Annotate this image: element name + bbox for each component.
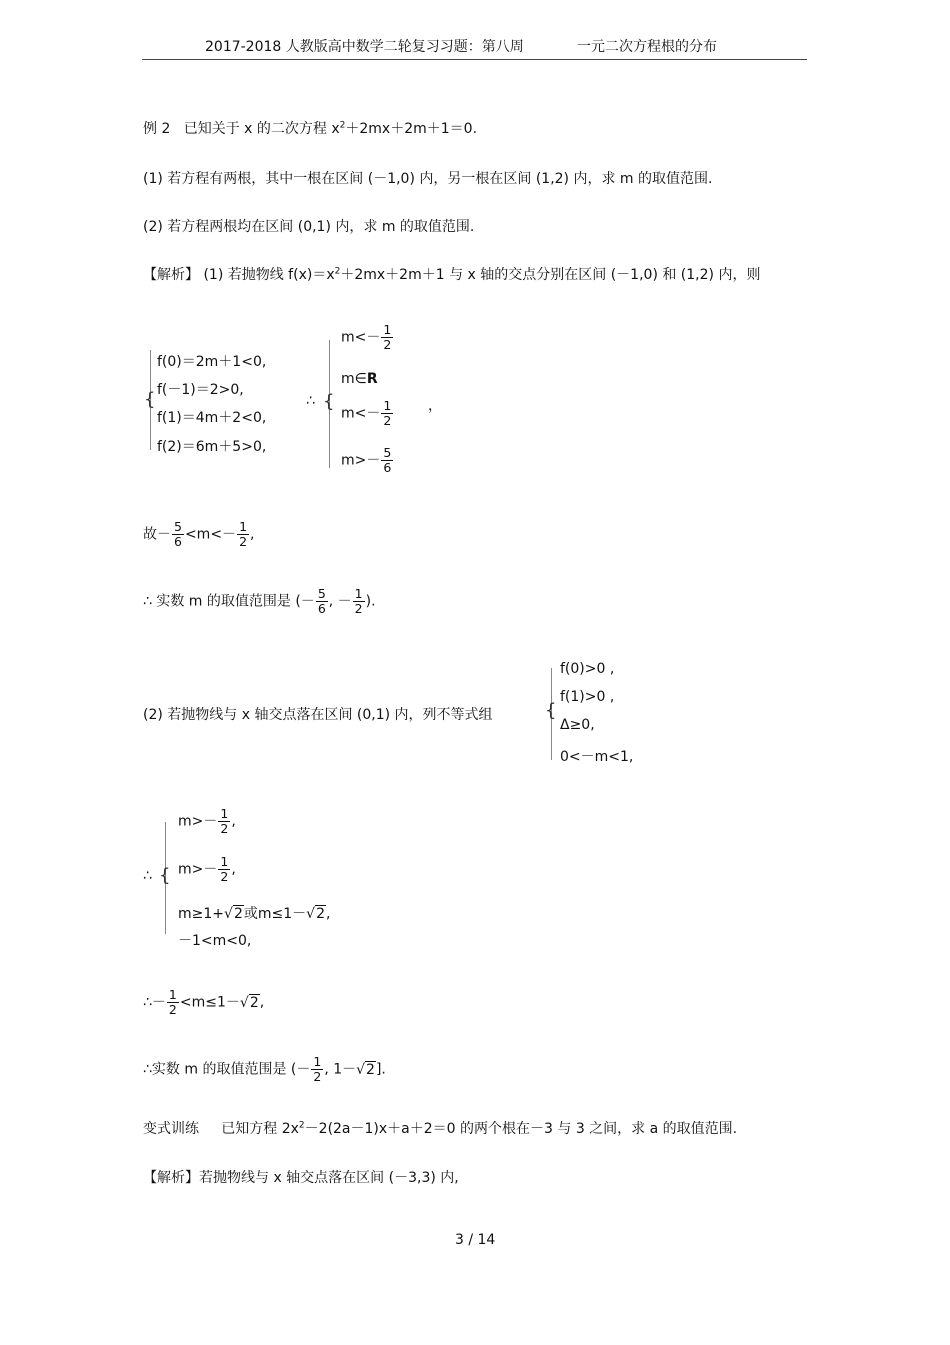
system1-line-2: f(－1)＝2>0, xyxy=(157,382,244,398)
system1-line-1: f(0)＝2m＋1<0, xyxy=(157,354,267,370)
solution1-conclusion: 故－ $\frac{5}{6}$ <m<－ $\frac{1}{2}$ , xyxy=(143,519,255,549)
header-topic: 一元二次方程根的分布 xyxy=(577,39,717,55)
system4-line-1: m>－ $\frac{1}{2}$ , xyxy=(178,806,236,836)
system1-brace-tip: { xyxy=(144,389,156,410)
solution1-intro xyxy=(143,264,760,284)
system3-brace-tip: { xyxy=(545,700,557,721)
header-divider xyxy=(142,59,807,60)
system2-brace-tip: { xyxy=(323,391,335,412)
example-stem-sup: 2 xyxy=(339,120,346,131)
system2-line-4: m>－ $\frac{5}{6}$ xyxy=(341,445,392,475)
solution2-conclusion: ∴－ $\frac{1}{2}$ <m≤1－√2, xyxy=(143,987,265,1017)
system3-line-1: f(0)>0 , xyxy=(560,661,615,677)
system2-line-1: m<－ $\frac{1}{2}$ xyxy=(341,322,392,352)
therefore-symbol: ∴ xyxy=(306,393,315,409)
system1-line-3: f(1)＝4m＋2<0, xyxy=(157,410,267,426)
system3-line-4: 0<－m<1, xyxy=(560,749,634,765)
system4-line-2: m>－ $\frac{1}{2}$ , xyxy=(178,854,236,884)
system3-line-3: Δ≥0, xyxy=(560,717,595,733)
solution2-intro: (2) 若抛物线与 x 轴交点落在区间 (0,1) 内，列不等式组 xyxy=(143,707,493,723)
solution-tag: 【解析】 xyxy=(143,267,199,283)
system2-line-2: m∈R xyxy=(341,371,378,387)
question-2: (2) 若方程两根均在区间 (0,1) 内，求 m 的取值范围. xyxy=(143,219,475,235)
solution1-intro-sup: 2 xyxy=(334,266,341,277)
system2-line-3: m<－ $\frac{1}{2}$ xyxy=(341,398,392,428)
example-label: 例 2 xyxy=(143,121,171,137)
solution1-intro-post: ＋2mx＋2m＋1 与 x 轴的交点分别在区间 (－1,0) 和 (1,2) 内，则 xyxy=(340,267,761,283)
example-stem-post: ＋2mx＋2m＋1＝0. xyxy=(345,121,478,137)
variant-exercise: 变式训练 已知方程 $2x^2-2(2a-1)x+a+2=0$ 的两个根在－3 与 3 之间，求 a 的取值范围. xyxy=(143,1120,738,1137)
solution1-range: ∴ 实数 m 的取值范围是 (－ $\frac{5}{6}$ , － $\frac{1}{2}$ ). xyxy=(143,586,376,616)
page-number: 3 / 14 xyxy=(455,1232,496,1248)
variant-solution: 【解析】若抛物线与 x 轴交点落在区间 (－3,3) 内, xyxy=(143,1170,459,1186)
example-stem-pre: 已知关于 x 的二次方程 x xyxy=(183,121,340,137)
solution2-range: ∴实数 m 的取值范围是 (－ $\frac{1}{2}$ , 1－√2]. xyxy=(143,1054,386,1084)
system4-line-4: －1<m<0, xyxy=(178,933,252,949)
system2-trailing-comma: ， xyxy=(428,398,442,414)
system1-line-4: f(2)＝6m＋5>0, xyxy=(157,439,267,455)
system3-line-2: f(1)>0 , xyxy=(560,689,615,705)
solution1-intro-pre: (1) 若抛物线 f(x)＝x xyxy=(203,267,335,283)
question-1: (1) 若方程有两根，其中一根在区间 (－1,0) 内，另一根在区间 (1,2) 内，求 m 的取值范围. xyxy=(143,171,713,187)
variant-label: 变式训练 xyxy=(143,1121,199,1137)
example-stem xyxy=(143,118,477,138)
therefore-symbol-2: ∴ xyxy=(143,868,152,884)
system4-line-3: m≥1+√2或m≤1－√2, xyxy=(178,906,331,922)
header-title: 2017-2018 人教版高中数学二轮复习习题：第八周 xyxy=(205,39,524,55)
system4-brace-tip: { xyxy=(159,865,171,886)
